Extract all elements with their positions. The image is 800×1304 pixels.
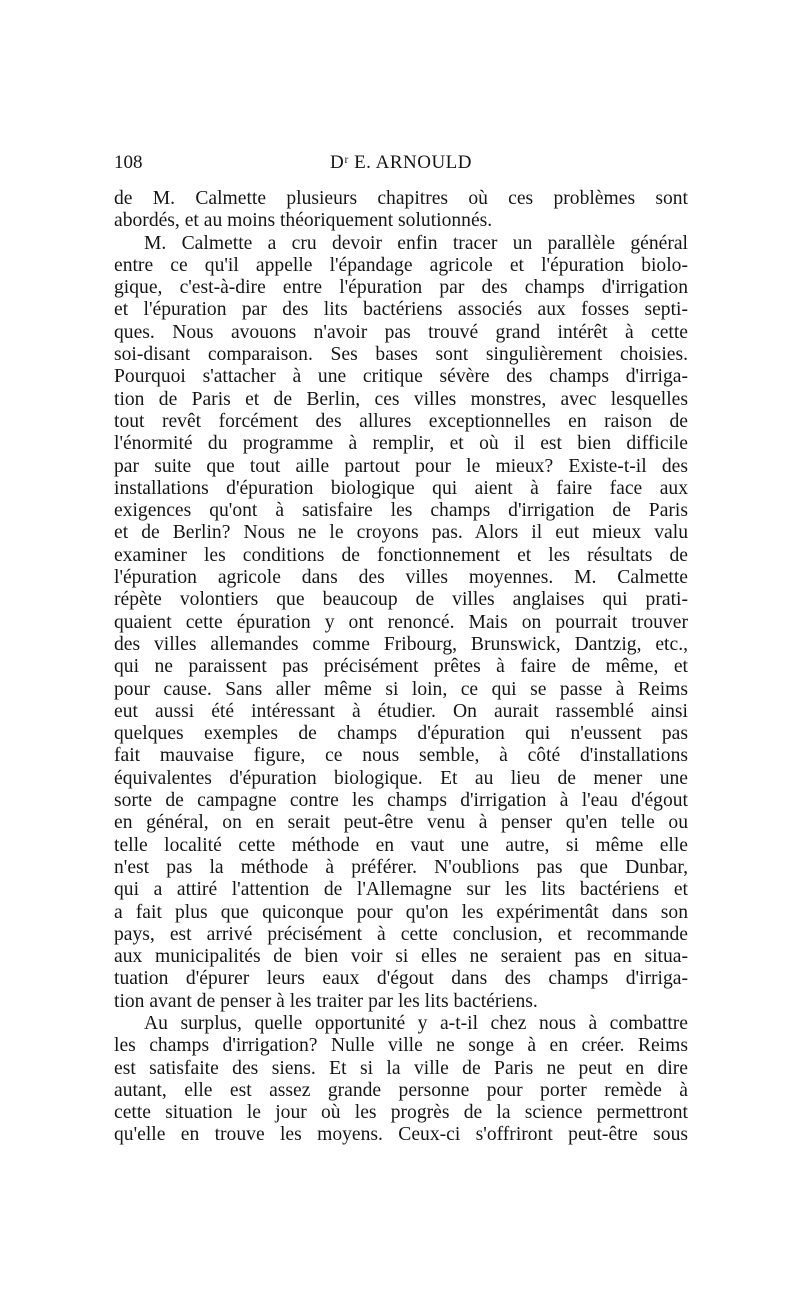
text-line: Pourquoi s'attacher à une critique sévère des champs d'irriga- — [114, 366, 688, 388]
text-line: tuation d'épurer leurs eaux d'égout dans des champs d'irriga- — [114, 968, 688, 990]
text-line: quaient cette épuration y ont renoncé. Mais on pourrait trouver — [114, 611, 688, 633]
text-line: exigences qu'ont à satisfaire les champs d'irrigation de Paris — [114, 500, 688, 522]
text-line: entre ce qu'il appelle l'épandage agricole et l'épuration biolo- — [114, 254, 688, 276]
text-line: équivalentes d'épuration biologique. Et au lieu de mener une — [114, 767, 688, 789]
text-line: qu'elle en trouve les moyens. Ceux-ci s'offriront peut-être sous — [114, 1124, 688, 1146]
text-line: qui a attiré l'attention de l'Allemagne sur les lits bactériens et — [114, 879, 688, 901]
text-line: installations d'épuration biologique qui aient à faire face aux — [114, 477, 688, 499]
text-line: n'est pas la méthode à préférer. N'oublions pas que Dunbar, — [114, 856, 688, 878]
text-line: tion avant de penser à les traiter par les lits bactériens. — [114, 990, 538, 1012]
paragraph — [114, 233, 688, 1013]
body-text — [114, 188, 688, 1147]
text-line: l'épuration agricole dans des villes moyennes. M. Calmette — [114, 567, 688, 589]
text-line: eut aussi été intéressant à étudier. On aurait rassemblé ainsi — [114, 700, 688, 722]
text-line: a fait plus que quiconque pour qu'on les expérimentât dans son — [114, 901, 688, 923]
text-line: tion de Paris et de Berlin, ces villes monstres, avec lesquelles — [114, 388, 688, 410]
text-line: par suite que tout aille partout pour le mieux? Existe-t-il des — [114, 455, 688, 477]
text-line: sorte de campagne contre les champs d'irrigation à l'eau d'égout — [114, 790, 688, 812]
text-line: les champs d'irrigation? Nulle ville ne songe à en créer. Reims — [114, 1035, 688, 1057]
text-line: et de Berlin? Nous ne le croyons pas. Alors il eut mieux valu — [114, 522, 688, 544]
text-line: Au surplus, quelle opportunité y a-t-il chez nous à combattre — [144, 1012, 688, 1034]
text-line: gique, c'est-à-dire entre l'épuration par des champs d'irrigation — [114, 277, 688, 299]
text-line: soi-disant comparaison. Ses bases sont singulièrement choisies. — [114, 344, 688, 366]
text-line: abordés, et au moins théoriquement solutionnés. — [114, 210, 493, 232]
text-line: de M. Calmette plusieurs chapitres où ces problèmes sont — [114, 188, 688, 209]
paragraph — [114, 1013, 688, 1147]
text-line: pour cause. Sans aller même si loin, ce qui se passe à Reims — [114, 678, 688, 700]
text-line: est satisfaite des siens. Et si la ville de Paris ne peut en dire — [114, 1057, 688, 1079]
text-line: cette situation le jour où les progrès de la science permettront — [114, 1102, 688, 1124]
text-line: tout revêt forcément des allures exceptionnelles en raison de — [114, 410, 688, 432]
text-line: pays, est arrivé précisément à cette conclusion, et recommande — [114, 923, 688, 945]
text-line: en général, on en serait peut-être venu à penser qu'en telle ou — [114, 812, 688, 834]
text-line: fait mauvaise figure, ce nous semble, à côté d'installations — [114, 745, 688, 767]
page-header — [114, 152, 688, 176]
text-line: et l'épuration par des lits bactériens associés aux fosses septi- — [114, 299, 688, 321]
text-line: telle localité cette méthode en vaut une autre, si même elle — [114, 834, 688, 856]
page-number: 108 — [114, 152, 143, 173]
paragraph — [114, 188, 688, 233]
text-line: examiner les conditions de fonctionnement et les résultats de — [114, 544, 688, 566]
text-line: M. Calmette a cru devoir enfin tracer un parallèle général — [144, 232, 688, 254]
text-line: ques. Nous avouons n'avoir pas trouvé grand intérêt à cette — [114, 321, 688, 343]
text-line: qui ne paraissent pas précisément prêtes à faire de même, et — [114, 656, 688, 678]
text-line: quelques exemples de champs d'épuration qui n'eussent pas — [114, 723, 688, 745]
text-line: l'énormité du programme à remplir, et où il est bien difficile — [114, 433, 688, 455]
text-line: autant, elle est assez grande personne pour porter remède à — [114, 1079, 688, 1101]
text-line: répète volontiers que beaucoup de villes anglaises qui prati- — [114, 589, 688, 611]
text-line: aux municipalités de bien voir si elles ne seraient pas en situa- — [114, 946, 688, 968]
running-head: Dʳ E. ARNOULD — [329, 152, 473, 173]
text-line: des villes allemandes comme Fribourg, Brunswick, Dantzig, etc., — [114, 633, 688, 655]
